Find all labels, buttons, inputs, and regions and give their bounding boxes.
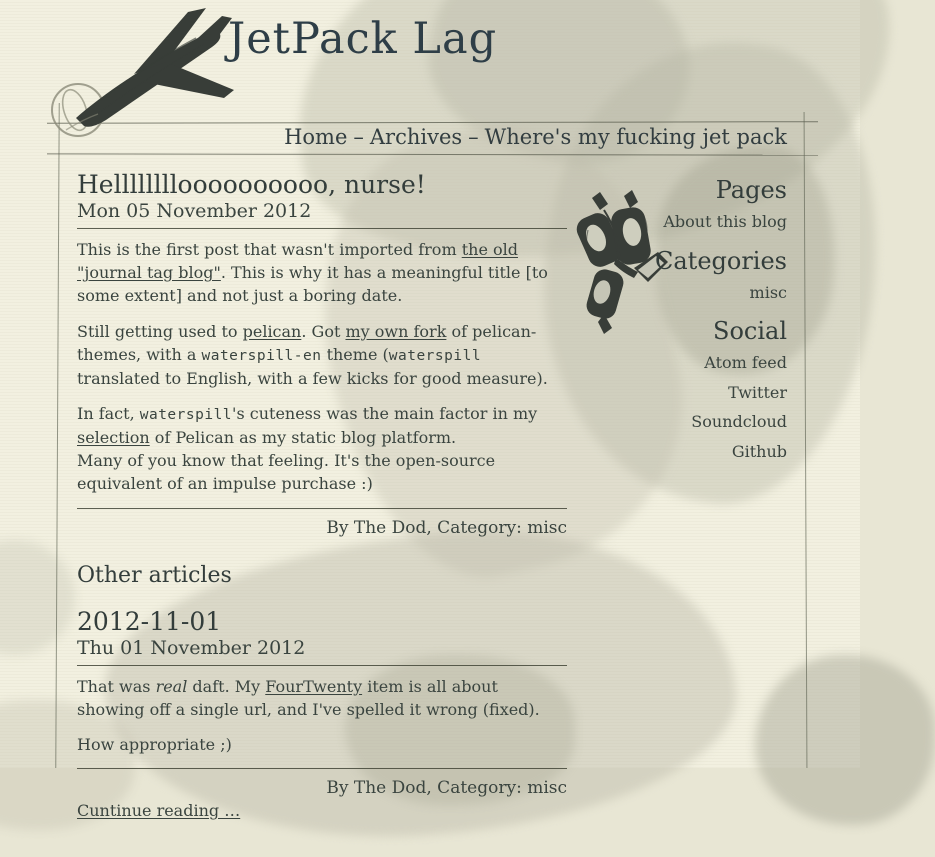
divider (77, 508, 567, 509)
article-title[interactable]: 2012-11-01 (77, 606, 222, 636)
sidebar-heading-categories: Categories (655, 246, 787, 275)
inline-link[interactable]: FourTwenty (265, 676, 363, 696)
list-item (572, 282, 787, 304)
text-run: daft. My (187, 676, 266, 696)
text-run: 's cuteness was the main factor in my (232, 403, 538, 423)
article-paragraph (77, 675, 567, 721)
sidebar-link-twitter[interactable]: Twitter (728, 382, 787, 402)
list-item (572, 382, 787, 404)
sidebar-link-atom-feed[interactable]: Atom feed (704, 353, 787, 373)
site-title[interactable]: JetPack Lag (228, 14, 498, 64)
text-run: That was (77, 676, 156, 696)
sidebar-section-categories (572, 247, 787, 304)
text-run: . Got (301, 321, 346, 341)
text-run: Still getting used to (77, 321, 243, 341)
article-byline: By The Dod, Category: misc (326, 517, 567, 538)
nav-separator: – (468, 125, 479, 149)
nav-bottom-rule (47, 153, 818, 155)
sidebar-heading-social: Social (713, 317, 787, 346)
text-run: In fact, (77, 403, 140, 423)
content-column (77, 170, 567, 820)
watercolor-stain (755, 655, 935, 825)
inline-code: waterspill (388, 347, 482, 364)
right-margin-rule (804, 112, 808, 768)
article (77, 170, 567, 538)
watercolor-stain (0, 540, 75, 655)
nav-link-archives[interactable]: Archives (369, 125, 463, 149)
inline-code: waterspill-en (201, 347, 322, 364)
article-paragraph (77, 402, 567, 496)
nav-separator: – (353, 125, 364, 149)
text-run: How appropriate ;) (77, 734, 232, 754)
text-run: theme ( (321, 344, 389, 364)
list-item (572, 211, 787, 233)
article-paragraph (77, 238, 567, 308)
article-paragraph (77, 320, 567, 390)
text-run: Many of you know that feeling. It's the open-source equivalent of an impulse purchase :) (77, 451, 496, 494)
article-date: Thu 01 November 2012 (77, 636, 306, 659)
sidebar-section-social (572, 317, 787, 462)
nav-link-jetpack[interactable]: Where's my fucking jet pack (484, 125, 787, 149)
text-run: translated to English, with a few kicks for good measure). (77, 368, 548, 388)
sidebar-link-misc[interactable]: misc (749, 282, 787, 302)
text-run: This is the first post that wasn't imported from (77, 240, 462, 259)
inline-link[interactable]: the old "journal tag blog" (77, 240, 518, 283)
divider (77, 665, 567, 666)
article-title[interactable]: Helllllllloooooooooo, nurse! (77, 170, 426, 199)
inline-link[interactable]: my own fork (345, 321, 447, 341)
sidebar (572, 176, 787, 477)
sidebar-link-about[interactable]: About this blog (663, 212, 787, 231)
text-run: . This is why it has a meaningful title [to some extent] and not just a boring date. (77, 263, 548, 306)
inline-link[interactable]: selection (77, 427, 150, 447)
text-run: of pelican-themes, with a (77, 321, 537, 364)
sidebar-link-soundcloud[interactable]: Soundcloud (691, 412, 787, 432)
divider (77, 768, 567, 769)
plane-logo-illustration (46, 2, 242, 142)
article-byline: By The Dod, Category: misc (326, 778, 567, 799)
article-date: Mon 05 November 2012 (77, 200, 312, 222)
nav-link-home[interactable]: Home (284, 125, 348, 149)
main-nav (47, 125, 787, 149)
other-articles-heading: Other articles (77, 562, 232, 588)
text-run: item is all about showing off a single url, and I've spelled it wrong (fixed). (77, 676, 540, 719)
inline-link[interactable]: pelican (242, 321, 302, 341)
sidebar-heading-pages: Pages (715, 176, 787, 204)
text-run: of Pelican as my static blog platform. (149, 427, 457, 447)
list-item (572, 352, 787, 374)
article (77, 607, 567, 821)
sidebar-link-github[interactable]: Github (731, 441, 787, 461)
divider (77, 228, 567, 229)
list-item (572, 411, 787, 433)
emphasis-text: real (155, 676, 188, 696)
list-item (572, 441, 787, 463)
article-paragraph (77, 733, 567, 756)
continue-reading-link[interactable]: Cuntinue reading … (77, 801, 241, 821)
inline-code: waterspill (139, 406, 233, 423)
left-margin-rule (55, 103, 59, 768)
plane-icon (46, 2, 242, 138)
sidebar-section-pages (572, 176, 787, 233)
